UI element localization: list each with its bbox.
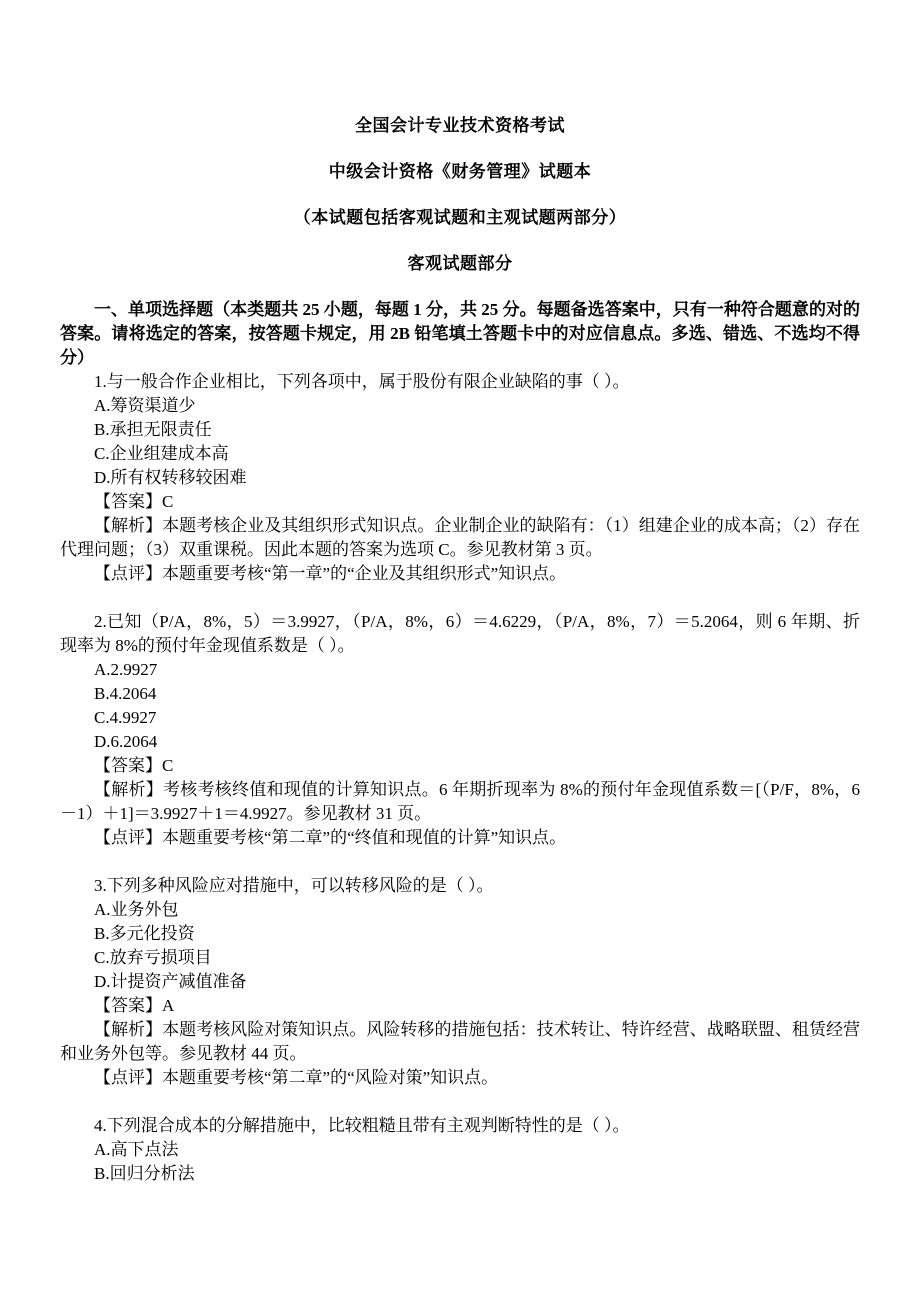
question-3-option-b: B.多元化投资 bbox=[94, 924, 195, 943]
question-1-comment: 【点评】本题重要考核“第一章”的“企业及其组织形式”知识点。 bbox=[94, 564, 567, 583]
doc-title-main: 全国会计专业技术资格考试 bbox=[355, 116, 565, 135]
doc-title-objective-part: 客观试题部分 bbox=[407, 254, 513, 273]
question-4-option-a: A.高下点法 bbox=[94, 1140, 179, 1159]
question-1-option-d: D.所有权转移较困难 bbox=[94, 468, 247, 487]
question-1-analysis: 【解析】本题考核企业及其组织形式知识点。企业制企业的缺陷有：（1）组建企业的成本高；（2）存在代理问题；（3）双重课税。因此本题的答案为选项 C。参见教材第 3 页。 bbox=[60, 516, 860, 559]
question-1-option-c: C.企业组建成本高 bbox=[94, 444, 229, 463]
question-3-answer: 【答案】A bbox=[94, 996, 175, 1015]
question-2-analysis: 【解析】考核考核终值和现值的计算知识点。6 年期折现率为 8%的预付年金现值系数＝[（P/F，8%，6－1）＋1]＝3.9927＋1＝4.9927。参见教材 31 页。 bbox=[60, 780, 860, 823]
doc-title-paper: 中级会计资格《财务管理》试题本 bbox=[328, 162, 592, 181]
doc-title-note: （本试题包括客观试题和主观试题两部分） bbox=[293, 208, 627, 227]
question-3-option-a: A.业务外包 bbox=[94, 900, 179, 919]
question-block-4 bbox=[60, 1114, 860, 1186]
question-3-stem: 3.下列多种风险应对措施中，可以转移风险的是（ ）。 bbox=[94, 876, 494, 895]
question-1-option-b: B.承担无限责任 bbox=[94, 420, 212, 439]
question-block-1 bbox=[60, 370, 860, 586]
section-instructions: 一、单项选择题（本类题共 25 小题，每题 1 分，共 25 分。每题备选答案中，只有一种符合题意的对的答案。请将选定的答案，按答题卡规定，用 2B 铅笔填土答题卡中的对应信息点。多选、错选、不选均不得分） bbox=[60, 300, 860, 367]
question-3-analysis: 【解析】本题考核风险对策知识点。风险转移的措施包括：技术转让、特许经营、战略联盟、租赁经营和业务外包等。参见教材 44 页。 bbox=[60, 1020, 860, 1063]
question-2-option-d: D.6.2064 bbox=[94, 732, 158, 751]
question-2-option-c: C.4.9927 bbox=[94, 708, 157, 727]
question-4-stem: 4.下列混合成本的分解措施中，比较粗糙且带有主观判断特性的是（ ）。 bbox=[94, 1116, 630, 1135]
question-2-option-b: B.4.2064 bbox=[94, 684, 157, 703]
question-1-option-a: A.筹资渠道少 bbox=[94, 396, 196, 415]
question-2-comment: 【点评】本题重要考核“第二章”的“终值和现值的计算”知识点。 bbox=[94, 828, 567, 847]
question-block-3 bbox=[60, 874, 860, 1090]
question-1-answer: 【答案】C bbox=[94, 492, 174, 511]
question-2-answer: 【答案】C bbox=[94, 756, 174, 775]
question-3-option-c: C.放弃亏损项目 bbox=[94, 948, 212, 967]
question-2-option-a: A.2.9927 bbox=[94, 660, 158, 679]
question-4-option-b: B.回归分析法 bbox=[94, 1164, 195, 1183]
question-3-option-d: D.计提资产减值准备 bbox=[94, 972, 247, 991]
question-3-comment: 【点评】本题重要考核“第二章”的“风险对策”知识点。 bbox=[94, 1068, 499, 1087]
question-block-2 bbox=[60, 610, 860, 850]
question-2-stem: 2.已知（P/A，8%，5）＝3.9927，（P/A，8%，6）＝4.6229，（P/A，8%，7）＝5.2064，则 6 年期、折现率为 8%的预付年金现值系数是（ ）。 bbox=[60, 612, 860, 655]
question-1-stem: 1.与一般合作企业相比，下列各项中，属于股份有限企业缺陷的事（ ）。 bbox=[94, 372, 630, 391]
